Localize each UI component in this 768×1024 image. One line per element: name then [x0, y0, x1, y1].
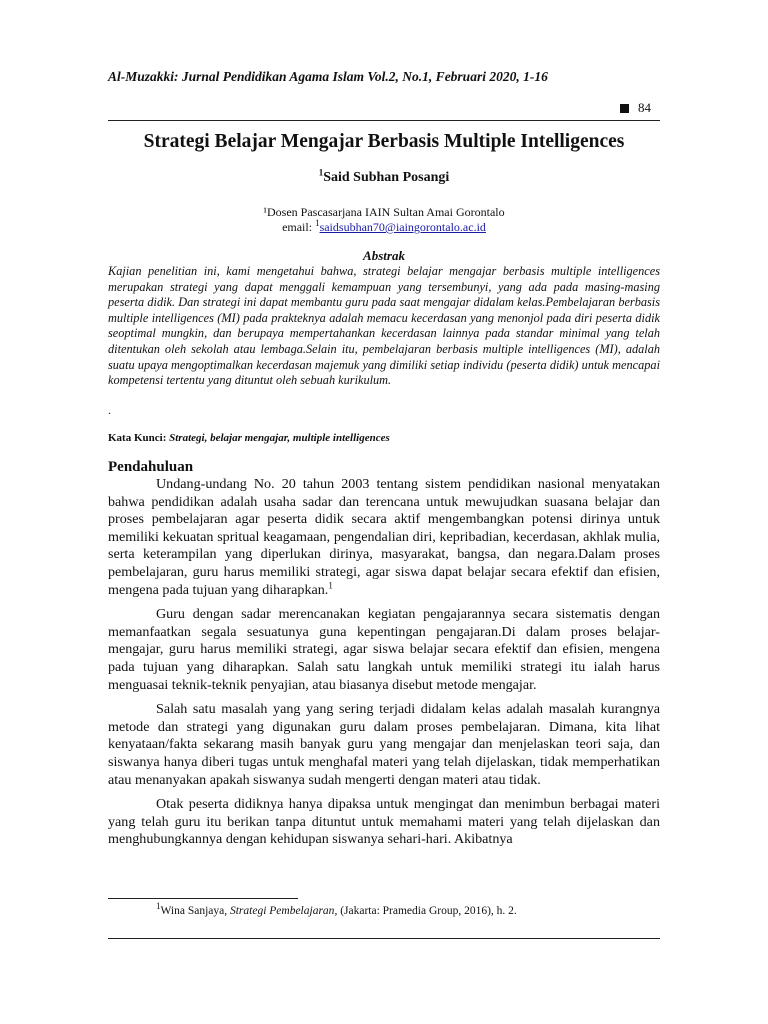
paragraph-2: Guru dengan sadar merencanakan kegiatan pengajarannya secara sistematis dengan memanfaatkan segala sesuatunya guna kepentingan pengajaran.Di dalam proses belajar-mengajar, guru harus memiliki strategi, agar siswa belajar secara efektif dan efisien, mengena pada tujuan yang diharapkan. Salah satu langkah untuk memiliki strategi itu ialah harus menguasai teknik-teknik penyajian, atau biasanya disebut metode mengajar. — [108, 606, 660, 693]
author-text: Said Subhan Posangi — [323, 170, 450, 185]
square-bullet-icon — [620, 104, 629, 113]
author-superscript: 1 — [318, 167, 324, 178]
paragraph-3: Salah satu masalah yang yang sering terjadi didalam kelas adalah masalah kurangnya metode dan strategi yang digunakan guru dalam proses pembelajaran. Dimana, kita lihat kenyataan/fakta sekarang masih banyak guru yang mengajar dan menjelaskan teori saja, dan siswanya hanya diberi tugas untuk menghafal materi yang telah dijelaskan, tidak memperhatikan atau menanyakan apakah siswanya sudah mengerti dengan materi atau tidak. — [108, 701, 660, 788]
affiliation-block — [108, 205, 660, 235]
abstract-text: Kajian penelitian ini, kami mengetahui bahwa, strategi belajar mengajar berbasis multiple intelligences merupakan strategi yang dapat menggali kemampuan yang tersembunyi, yang ada pada masing-masing peserta didik. Dan strategi ini dapat membantu guru pada saat mengajar didalam kelas.Pembelajaran berbasis multiple intelligences (MI) pada prakteknya adalah memacu kecerdasan yang menonjol pada diri peserta didik seoptimal mungkin, dan berupaya mempertahankan kecerdasan lainnya pada standar minimal yang telah ditentukan oleh sekolah atau lembaga.Selain itu, pembelajaran berbasis multiple intelligences (MI), adalah suatu upaya mengoptimalkan kecerdasan majemuk yang dimiliki setiap individu (peserta didik) untuk mencapai kompetensi tertentu yang dituntut oleh sebuah kurikulum. — [108, 264, 660, 388]
header-rule — [108, 120, 660, 121]
keywords-line — [108, 432, 660, 444]
email-line — [108, 220, 660, 235]
bottom-rule — [108, 938, 660, 939]
footnote-rule — [108, 898, 298, 899]
keywords-value: Strategi, belajar mengajar, multiple intelligences — [169, 432, 390, 444]
article-title: Strategi Belajar Mengajar Berbasis Multiple Intelligences — [143, 131, 625, 152]
author-name — [108, 167, 660, 186]
page-number-row — [620, 100, 651, 116]
email-link[interactable]: saidsubhan70@iaingorontalo.ac.id — [319, 220, 486, 234]
paragraph-1 — [108, 476, 660, 599]
footnote-details: , (Jakarta: Pramedia Group, 2016), h. 2. — [334, 905, 517, 917]
paragraph-4: Otak peserta didiknya hanya dipaksa untuk mengingat dan menimbun berbagai materi yang telah guru itu berikan tanpa dituntut untuk memahami materi yang telah dijelaskan dan menghubungkannya dengan kehidupan siswanya sehari-hari. Akibatnya — [108, 796, 660, 848]
journal-header: Al-Muzakki: Jurnal Pendidikan Agama Islam Vol.2, No.1, Februari 2020, 1-16 — [108, 69, 548, 84]
abstract-heading: Abstrak — [363, 248, 405, 263]
page-number: 84 — [638, 100, 651, 115]
body-text — [108, 476, 660, 856]
email-label: email: — [282, 220, 316, 234]
keywords-label: Kata Kunci: — [108, 432, 167, 444]
email-superscript: 1 — [315, 218, 320, 228]
abstract-trailing-dot: . — [108, 403, 111, 417]
footnote — [108, 901, 660, 917]
footnote-number: 1 — [156, 901, 161, 912]
paragraph-1-text: Undang-undang No. 20 tahun 2003 tentang sistem pendidikan nasional menyatakan bahwa pendidikan adalah usaha sadar dan terencana untuk mewujudkan suasana belajar dan proses pembelajaran agar peserta didik secara aktif mengembangkan potensi dirinya untuk memiliki kekuatan spritual keagamaan, pengendalian diri, kepribadian, kecerdasan, akhlak mulia, serta keterampilan yang diperlukan dirinya, masyarakat, bangsa, dan negara.Dalam proses pembelajaran, guru harus memiliki strategi, agar siswa dapat belajar secara efektif dan efisien, mengena pada tujuan yang diharapkan. — [108, 476, 660, 598]
section-heading: Pendahuluan — [108, 459, 194, 475]
affiliation: ¹Dosen Pascasarjana IAIN Sultan Amai Gorontalo — [263, 205, 505, 219]
footnote-ref[interactable]: 1 — [328, 579, 333, 590]
footnote-book-title: Strategi Pembelajaran — [229, 905, 335, 917]
footnote-author: Wina Sanjaya, — [160, 905, 230, 917]
